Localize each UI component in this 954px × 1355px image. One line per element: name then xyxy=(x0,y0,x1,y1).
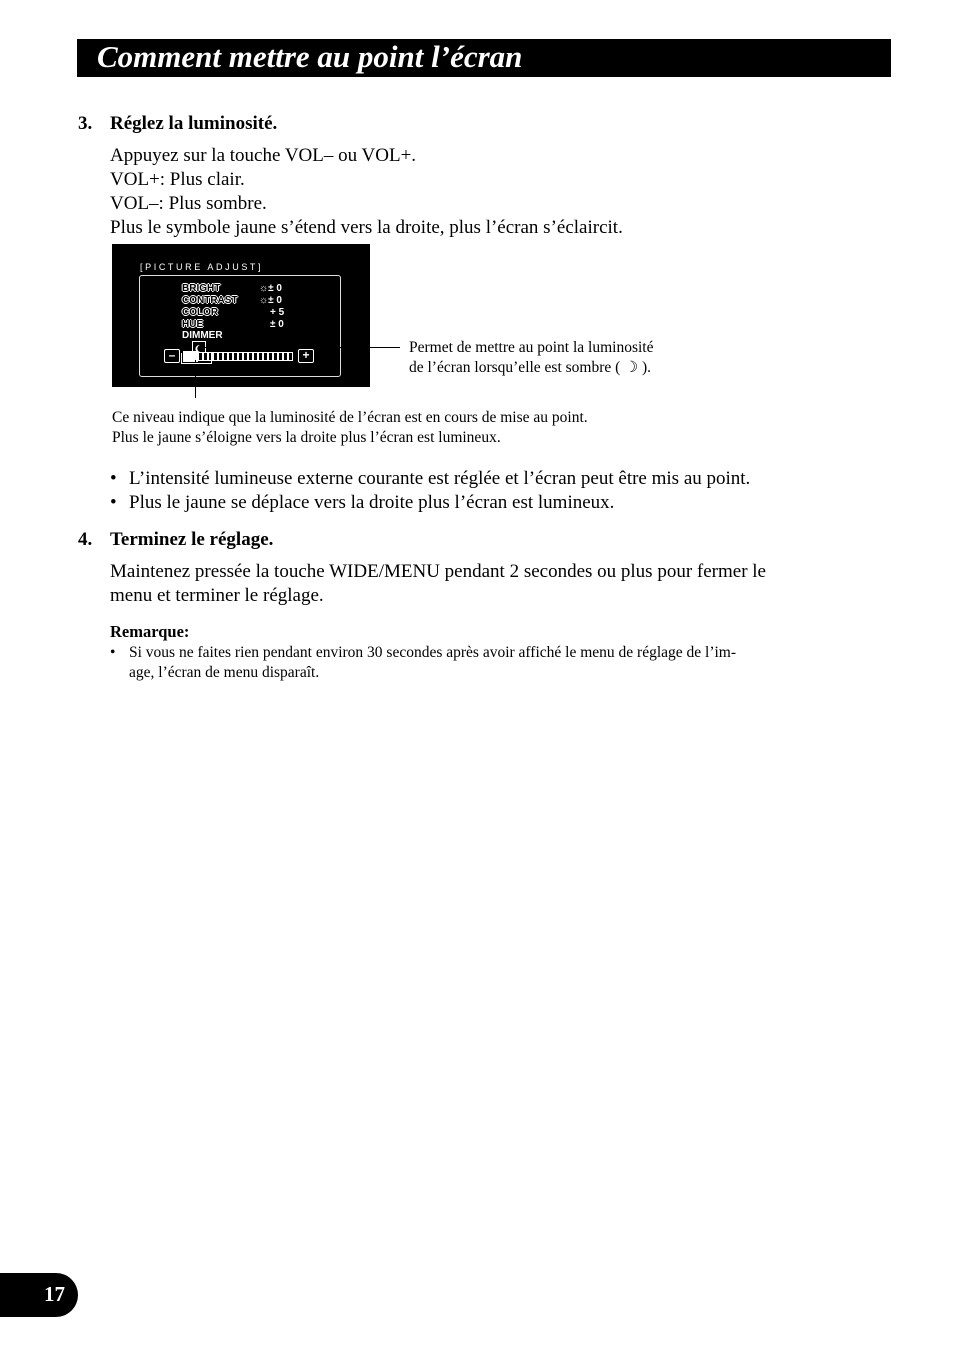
osd-label-dimmer: DIMMER xyxy=(182,330,223,341)
step-4-body xyxy=(110,560,766,608)
remark-title: Remarque: xyxy=(110,622,190,641)
remark-line: Si vous ne faites rien pendant environ 30 secondes après avoir affiché le menu de réglage de l’im- xyxy=(129,644,737,661)
page-title: Comment mettre au point l’écran xyxy=(97,39,523,74)
remark-line: age, l’écran de menu disparaît. xyxy=(129,664,320,681)
osd-value-contrast: ☼± 0 xyxy=(259,295,282,306)
step-4-heading xyxy=(78,529,273,551)
bullet-glyph: • xyxy=(110,468,117,489)
step-4-line: Maintenez pressée la touche WIDE/MENU pendant 2 secondes ou plus pour fermer le xyxy=(110,561,766,582)
osd-value-bright: ☼± 0 xyxy=(259,283,282,294)
step-3-line: Appuyez sur la touche VOL– ou VOL+. xyxy=(110,145,417,166)
page-number: 17 xyxy=(44,1282,65,1306)
moon-icon: ☽ xyxy=(624,359,639,376)
page-title-bar xyxy=(77,39,891,77)
minus-icon: – xyxy=(164,349,180,363)
callout-text-below: Ce niveau indique que la luminosité de l’écran est en cours de mise au point. Plus le jaune s’éloigne vers la droite plus l’écran est lumineux. xyxy=(112,409,588,446)
osd-label-contrast: CONTRAST xyxy=(182,295,238,306)
step-number: 3. xyxy=(78,113,93,134)
step-4-line: menu et terminer le réglage. xyxy=(110,585,324,606)
osd-label-color: COLOR xyxy=(182,307,219,318)
plus-icon: + xyxy=(298,349,314,363)
callout-text-right: Permet de mettre au point la luminosité de l’écran lorsqu’elle est sombre ( ☽ ). xyxy=(409,339,654,376)
list-item: • Plus le jaune se déplace vers la droite plus l’écran est lumineux. xyxy=(110,492,615,513)
step-3-line: VOL–: Plus sombre. xyxy=(110,193,267,214)
osd-label-bright: BRIGHT xyxy=(182,283,221,294)
bullet-glyph: • xyxy=(110,492,117,513)
dimmer-segment xyxy=(288,352,293,361)
osd-value-color: + 5 xyxy=(270,307,285,318)
step-3-line: VOL+: Plus clair. xyxy=(110,169,245,190)
step-3-body xyxy=(110,144,623,240)
step-3-heading xyxy=(78,113,277,135)
osd-title: [PICTURE ADJUST] xyxy=(140,262,264,272)
callout-line-right xyxy=(205,347,400,348)
step-title: Réglez la luminosité. xyxy=(110,113,278,134)
step-title: Terminez le réglage. xyxy=(110,529,274,550)
step-3-line: Plus le symbole jaune s’étend vers la droite, plus l’écran s’éclaircit. xyxy=(110,217,623,238)
osd-value-hue: ± 0 xyxy=(270,319,284,330)
osd-label-hue: HUE xyxy=(182,319,204,330)
step-number: 4. xyxy=(78,529,93,550)
bullet-glyph: • xyxy=(110,644,116,661)
level-bracket xyxy=(181,353,212,364)
list-item: • L’intensité lumineuse externe courante est réglée et l’écran peut être mis au point. xyxy=(110,468,751,489)
callout-line-below xyxy=(195,360,196,398)
page-number-tab xyxy=(0,1273,78,1317)
